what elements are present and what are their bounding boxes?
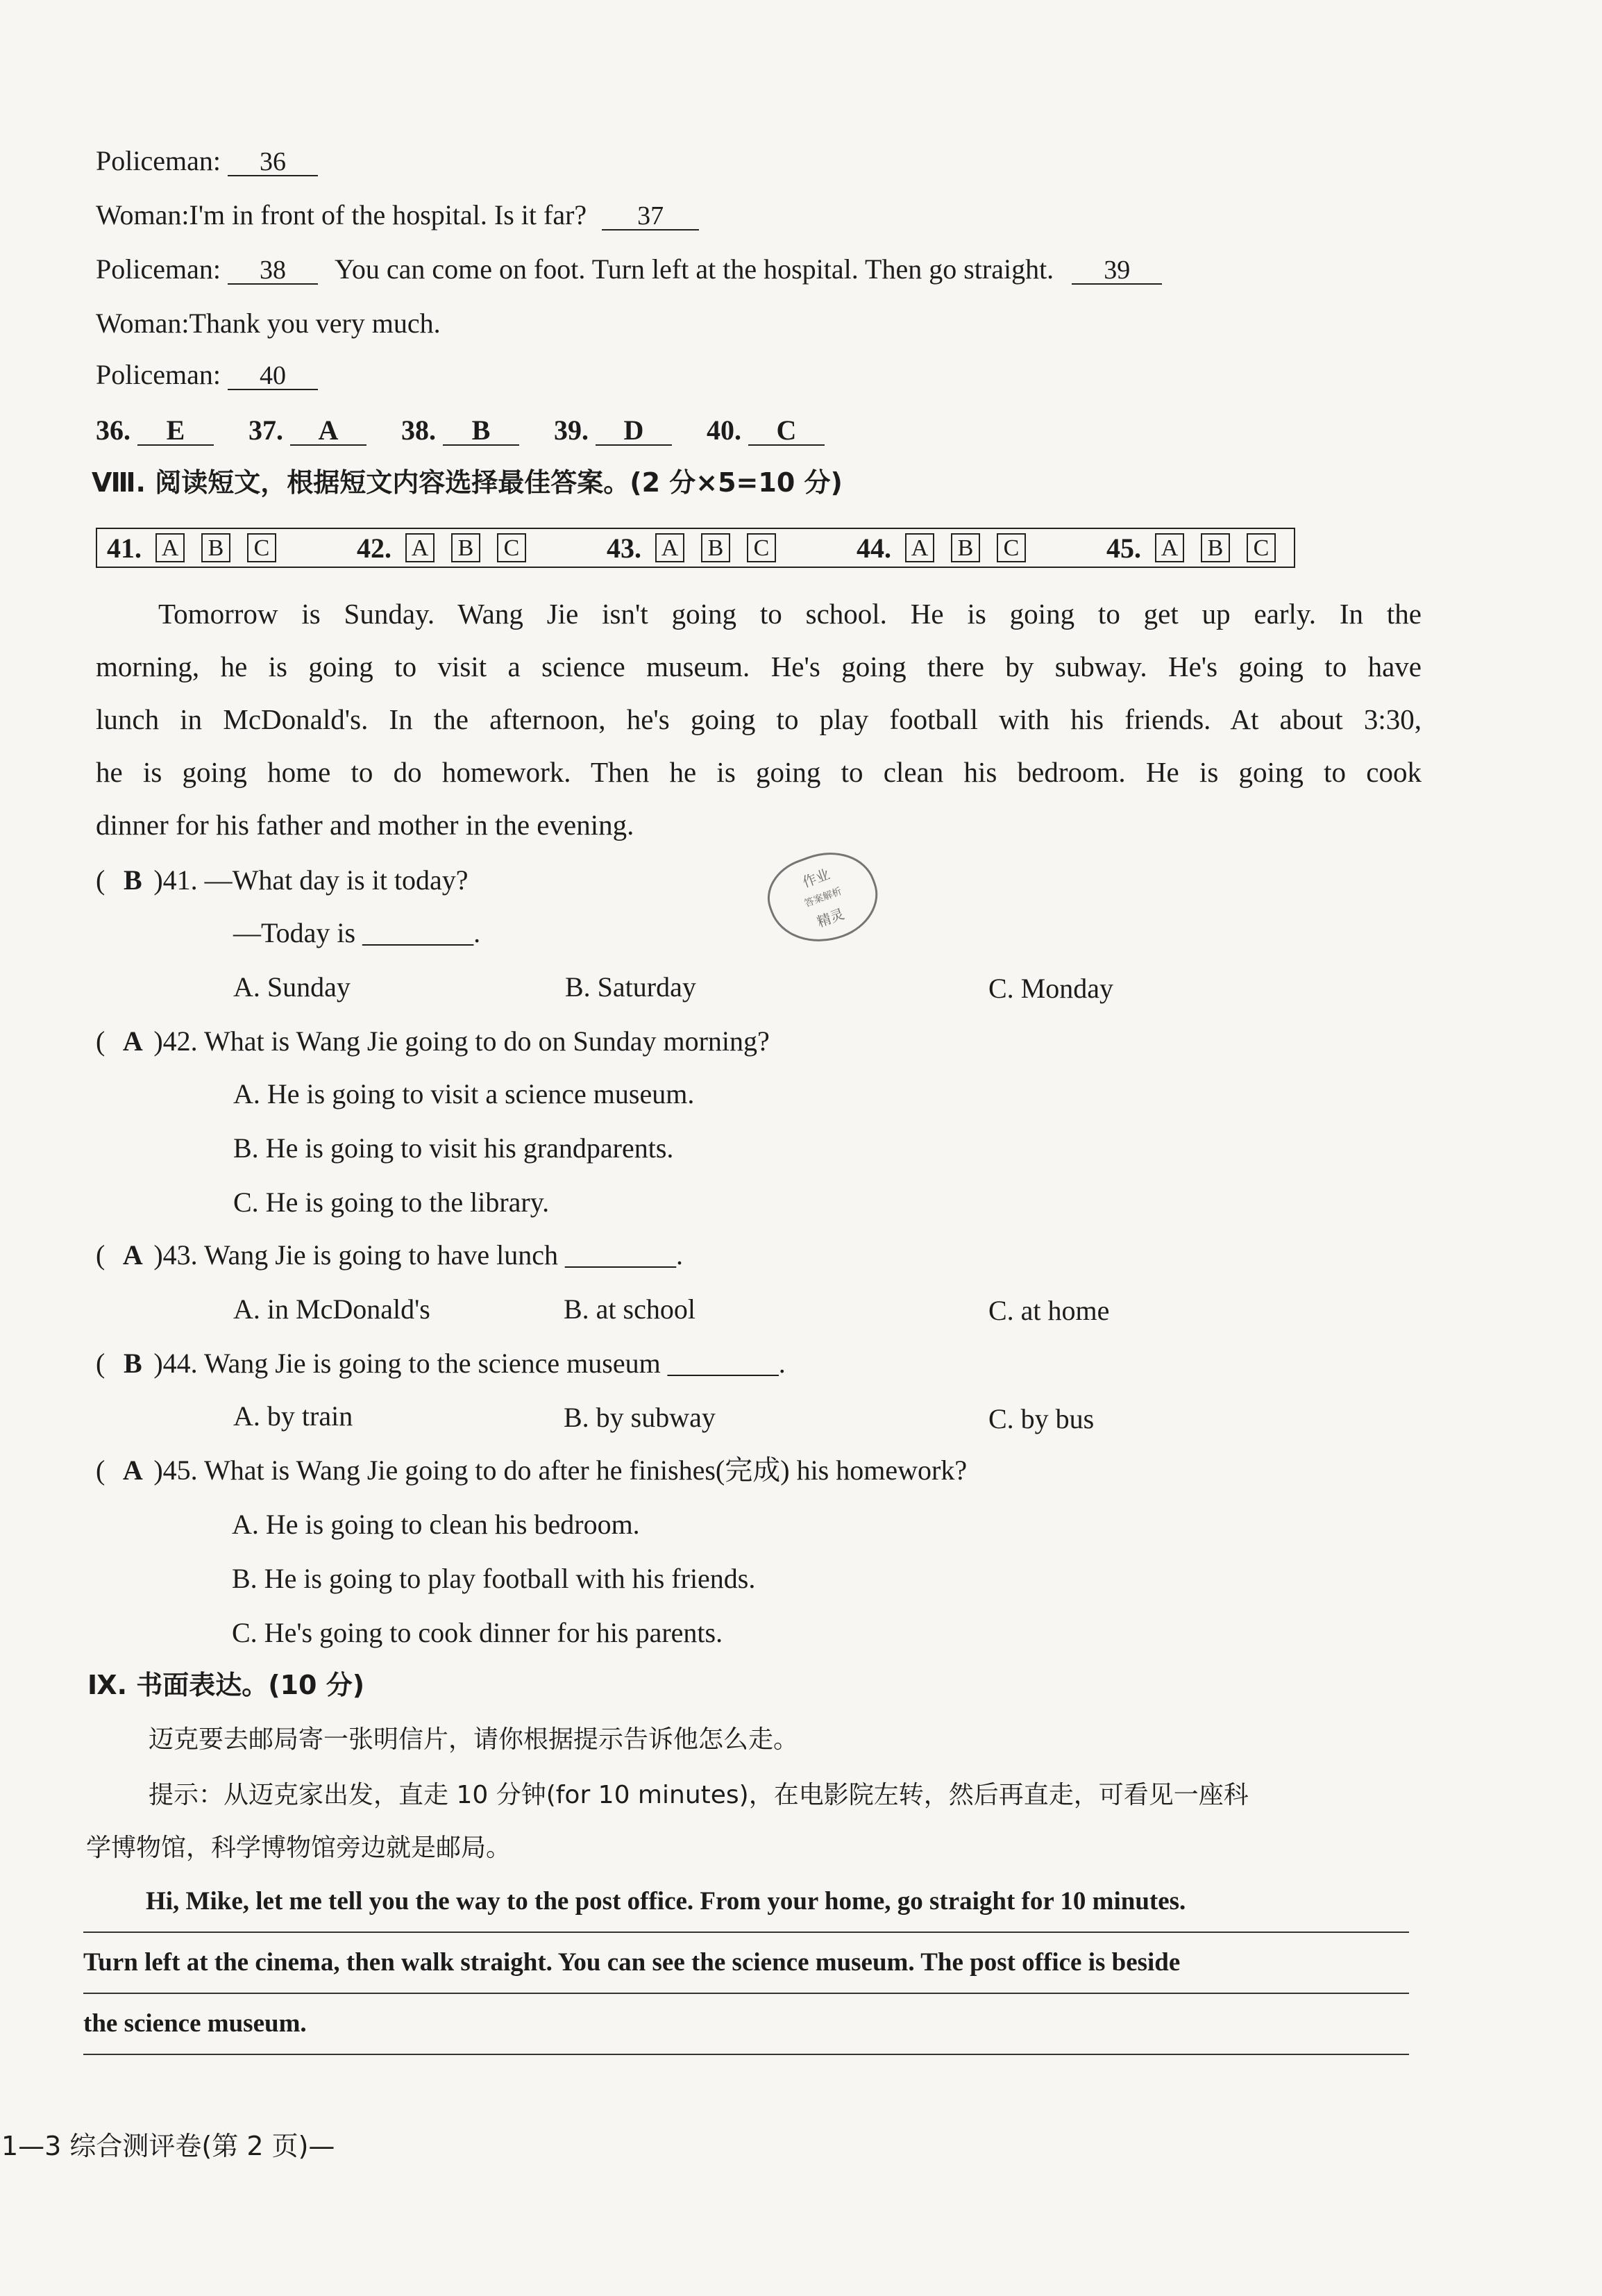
- answer-num: 36.: [96, 414, 130, 446]
- dialogue-answers: [96, 414, 825, 446]
- answer-36[interactable]: E: [137, 417, 214, 446]
- option-box-b[interactable]: B: [1201, 533, 1230, 562]
- question-41-line2: —Today is ________.: [233, 917, 481, 948]
- option-box-b[interactable]: B: [451, 533, 480, 562]
- option-box-b[interactable]: B: [701, 533, 730, 562]
- question-number: 44.: [162, 1348, 198, 1379]
- passage-line: lunch in McDonald's. In the afternoon, he's going to play football with his friends. At about 3:30,: [96, 703, 1422, 735]
- option-box-a[interactable]: A: [655, 533, 684, 562]
- answer-box: [96, 528, 1295, 568]
- option-box-a[interactable]: A: [405, 533, 435, 562]
- essay-answer[interactable]: [83, 1872, 1409, 2055]
- dialogue-text: You can come on foot. Turn left at the hospital. Then go straight.: [334, 253, 1054, 285]
- blank-36[interactable]: 36: [228, 149, 318, 176]
- speaker: Policeman:: [96, 359, 221, 390]
- question-44: ( B )44. Wang Jie is going to the science museum ________.: [96, 1348, 786, 1379]
- answer-num: 38.: [401, 414, 436, 446]
- question-answer[interactable]: A: [122, 1239, 143, 1271]
- answer-group-42: [357, 532, 534, 564]
- question-answer[interactable]: A: [122, 1025, 143, 1057]
- speaker: Policeman:: [96, 253, 221, 285]
- blank-39[interactable]: 39: [1072, 257, 1162, 285]
- dialogue-line-37: [96, 201, 699, 231]
- watermark-stamp: [757, 838, 889, 957]
- question-number: 43.: [162, 1239, 198, 1271]
- option-box-b[interactable]: B: [201, 533, 230, 562]
- answer-group-45: [1106, 532, 1284, 564]
- answer-40[interactable]: C: [748, 417, 825, 446]
- question-answer[interactable]: A: [122, 1455, 143, 1486]
- writing-hint-line2: 学博物馆，科学博物馆旁边就是邮局。: [86, 1834, 512, 1862]
- option-b[interactable]: B. at school: [564, 1293, 695, 1325]
- option-a[interactable]: A. Sunday: [233, 971, 351, 1003]
- question-number: 42.: [162, 1025, 198, 1057]
- answer-37[interactable]: A: [290, 417, 366, 446]
- question-41: ( B )41. —What day is it today?: [96, 864, 469, 896]
- option-box-a[interactable]: A: [905, 533, 934, 562]
- question-text: —What day is it today?: [204, 864, 469, 896]
- option-a[interactable]: A. in McDonald's: [233, 1293, 430, 1325]
- option-box-c[interactable]: C: [497, 533, 526, 562]
- stamp-text: 答案解析: [802, 885, 844, 910]
- essay-line: Turn left at the cinema, then walk straight. You can see the science museum. The post office is beside: [83, 1933, 1409, 1994]
- stamp-text: 精灵: [814, 905, 847, 931]
- option-b[interactable]: B. He is going to visit his grandparents.: [233, 1132, 674, 1164]
- option-box-c[interactable]: C: [247, 533, 276, 562]
- answer-num: 40.: [707, 414, 741, 446]
- answer-num: 39.: [554, 414, 589, 446]
- passage-line: morning, he is going to visit a science museum. He's going there by subway. He's going to have: [96, 651, 1422, 682]
- option-box-c[interactable]: C: [1247, 533, 1276, 562]
- option-box-c[interactable]: C: [997, 533, 1026, 562]
- speaker: Woman:: [96, 308, 189, 339]
- dialogue-line-38: [96, 255, 1162, 285]
- option-a[interactable]: A. by train: [233, 1400, 353, 1432]
- option-b[interactable]: B. by subway: [564, 1402, 716, 1433]
- speaker: Policeman:: [96, 145, 221, 176]
- question-number: 45.: [162, 1455, 198, 1486]
- option-box-b[interactable]: B: [951, 533, 980, 562]
- question-42: ( A )42. What is Wang Jie going to do on Sunday morning?: [96, 1025, 770, 1057]
- question-number: 42.: [357, 532, 391, 564]
- question-answer[interactable]: B: [123, 864, 142, 896]
- option-c[interactable]: C. at home: [988, 1295, 1110, 1326]
- question-text: What is Wang Jie going to do after he finishes(完成) his homework?: [203, 1455, 968, 1486]
- option-a[interactable]: A. He is going to clean his bedroom.: [232, 1509, 640, 1540]
- blank-37[interactable]: 37: [602, 203, 699, 231]
- essay-line: the science museum.: [83, 1994, 1409, 2055]
- question-answer[interactable]: B: [123, 1348, 142, 1379]
- passage-line: Tomorrow is Sunday. Wang Jie isn't going to school. He is going to get up early. In the: [158, 598, 1422, 630]
- question-number: 45.: [1106, 532, 1141, 564]
- question-number: 44.: [857, 532, 891, 564]
- question-45: ( A )45. What is Wang Jie going to do after he finishes(完成) his homework?: [96, 1455, 968, 1486]
- question-text: Wang Jie is going to the science museum ________.: [203, 1348, 786, 1379]
- stamp-text: 作业: [800, 865, 832, 891]
- blank-40[interactable]: 40: [228, 362, 318, 390]
- option-box-c[interactable]: C: [747, 533, 776, 562]
- answer-39[interactable]: D: [596, 417, 672, 446]
- writing-hint-line1: 提示：从迈克家出发，直走 10 分钟(for 10 minutes)，在电影院左转，然后再直走，可看见一座科: [149, 1781, 1249, 1809]
- dialogue-line-36: [96, 147, 318, 176]
- answer-group-44: [857, 532, 1034, 564]
- dialogue-line-woman: [96, 310, 441, 337]
- option-a[interactable]: A. He is going to visit a science museum.: [233, 1078, 695, 1109]
- reading-passage: [96, 587, 1422, 851]
- option-c[interactable]: C. He is going to the library.: [233, 1187, 550, 1218]
- question-number: 41.: [162, 864, 198, 896]
- option-c[interactable]: C. He's going to cook dinner for his parents.: [232, 1617, 723, 1648]
- answer-group-41: [107, 532, 285, 564]
- option-c[interactable]: C. by bus: [988, 1403, 1095, 1434]
- dialogue-text: Thank you very much.: [189, 308, 441, 339]
- answer-group-43: [607, 532, 784, 564]
- question-43: ( A )43. Wang Jie is going to have lunch ________.: [96, 1239, 683, 1271]
- section-9-title: Ⅸ. 书面表达。(10 分): [87, 1670, 365, 1700]
- essay-line: Hi, Mike, let me tell you the way to the post office. From your home, go straight for 10 minutes.: [83, 1872, 1409, 1933]
- answer-38[interactable]: B: [443, 417, 519, 446]
- section-8-title: Ⅷ. 阅读短文，根据短文内容选择最佳答案。(2 分×5=10 分): [92, 467, 843, 498]
- question-text: What is Wang Jie going to do on Sunday morning?: [203, 1025, 770, 1057]
- question-number: 43.: [607, 532, 641, 564]
- passage-line: he is going home to do homework. Then he is going to clean his bedroom. He is going to cook: [96, 756, 1422, 788]
- question-number: 41.: [107, 532, 142, 564]
- writing-prompt: 迈克要去邮局寄一张明信片，请你根据提示告诉他怎么走。: [149, 1725, 799, 1754]
- option-c[interactable]: C. Monday: [988, 973, 1113, 1004]
- option-box-a[interactable]: A: [1155, 533, 1184, 562]
- option-b[interactable]: B. He is going to play football with his friends.: [232, 1563, 756, 1594]
- dialogue-text: I'm in front of the hospital. Is it far?: [189, 199, 587, 231]
- dialogue-line-40: [96, 361, 318, 390]
- answer-num: 37.: [248, 414, 283, 446]
- question-text: Wang Jie is going to have lunch ________.: [203, 1239, 683, 1271]
- blank-38[interactable]: 38: [228, 257, 318, 285]
- speaker: Woman:: [96, 199, 189, 231]
- passage-line: dinner for his father and mother in the evening.: [96, 809, 634, 841]
- page-footer: 1—3 综合测评卷(第 2 页)—: [1, 2131, 335, 2161]
- option-box-a[interactable]: A: [155, 533, 185, 562]
- option-b[interactable]: B. Saturday: [565, 971, 696, 1003]
